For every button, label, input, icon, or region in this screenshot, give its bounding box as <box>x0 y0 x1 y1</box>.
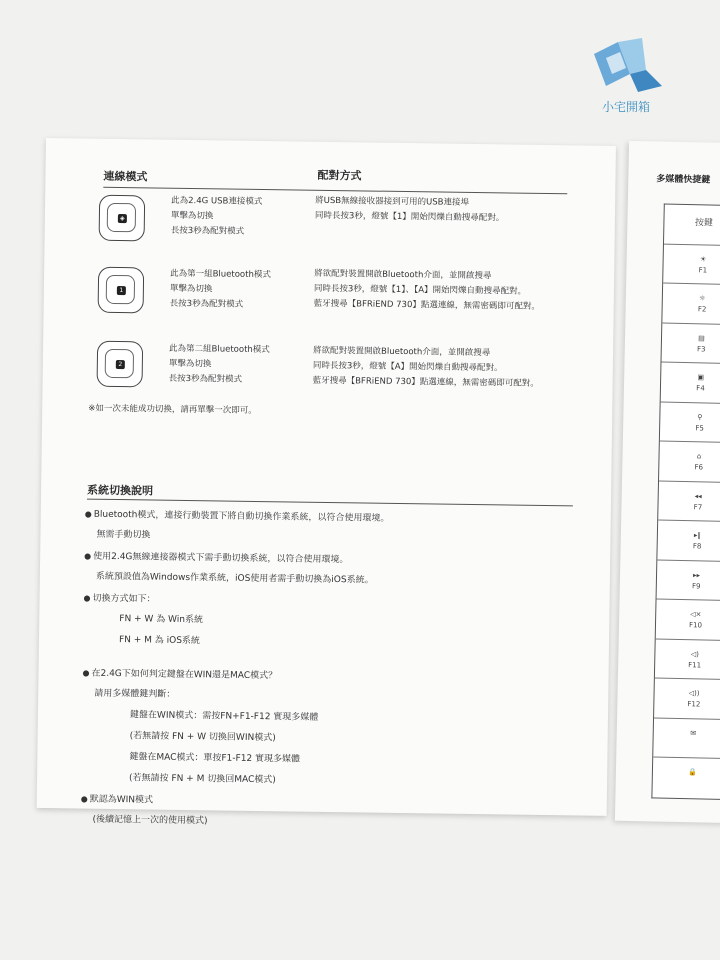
pair-step: 將欲配對裝置開啟Bluetooth介面，並開啟搜尋 <box>314 268 492 282</box>
divider <box>87 499 573 507</box>
logo <box>586 34 666 124</box>
system-line: ● 在2.4G下如何判定鍵盤在WIN還是MAC模式？ <box>82 666 277 685</box>
mode-desc: 此為第二組Bluetooth模式 <box>168 343 270 356</box>
table-row <box>657 521 720 562</box>
media-key-icon: ▤ <box>698 333 705 342</box>
system-line: FN + M 為 iOS系統 <box>118 635 201 647</box>
mode-desc: 單擊為切換 <box>170 210 214 222</box>
table-row <box>658 481 720 522</box>
media-key-icon: ▸▸ <box>692 570 701 579</box>
heading-connection-mode: 連線模式 <box>103 169 148 184</box>
function-key-label: F3 <box>696 344 706 353</box>
pair-step: 將USB無線接收器接到可用的USB連接埠 <box>315 195 470 208</box>
mode-desc: 此為2.4G USB連接模式 <box>171 195 263 208</box>
mode-desc: 長按3秒為配對模式 <box>170 225 245 237</box>
media-key-icon: ✉ <box>690 728 697 737</box>
system-line: ● 切換方式如下： <box>83 591 155 608</box>
table-header: 按鍵 <box>664 205 720 246</box>
mode-desc: 長按3秒為配對模式 <box>168 373 243 385</box>
table-row <box>662 284 720 325</box>
function-key-label: F10 <box>688 621 703 630</box>
bt2-glyph: 2 <box>116 360 125 369</box>
table-row <box>653 718 720 759</box>
system-line: (若無請按 FN + W 切換回WIN模式) <box>129 731 276 744</box>
table-row <box>659 442 720 483</box>
pair-step: 同時長按3秒，燈號【A】開始閃爍自動搜尋配對。 <box>312 360 503 374</box>
media-key-icon: ◁) <box>690 649 700 658</box>
table-row <box>663 244 720 285</box>
table-row <box>656 599 720 640</box>
system-line: 無需手動切換 <box>96 529 151 541</box>
function-key-label: F1 <box>698 265 708 274</box>
footnote: ※如一次未能成功切換，請再單擊一次即可。 <box>88 403 257 416</box>
system-line: ● 默認為WIN模式 <box>81 792 153 809</box>
media-key-icon: 🔒 <box>687 768 697 777</box>
system-line: 鍵盤在WIN模式：需按FN+F1-F12 實現多媒體 <box>129 710 319 723</box>
pair-step: 將欲配對裝置開啟Bluetooth介面，並開啟搜尋 <box>312 345 491 359</box>
usb-glyph: ◈ <box>118 214 127 223</box>
mode-desc: 單擊為切換 <box>168 358 212 370</box>
media-key-icon: ◁× <box>690 610 702 619</box>
logo-mark-icon <box>586 34 666 98</box>
function-key-label: F5 <box>695 423 704 432</box>
media-key-icon: ◂◂ <box>694 491 702 500</box>
function-key-label: F8 <box>692 542 702 551</box>
heading-system-switch: 系統切換說明 <box>86 483 154 498</box>
table-row <box>660 402 720 443</box>
manual-page <box>37 138 616 827</box>
table-row <box>661 363 720 404</box>
table-row <box>652 757 720 798</box>
media-key-icon: ☼ <box>699 294 706 303</box>
pair-step: 同時長按3秒，燈號【1】、【A】開始閃爍自動搜尋配對。 <box>313 283 527 297</box>
right-page-title: 多媒體快捷鍵 <box>656 174 711 186</box>
media-key-icon: ⚲ <box>697 412 703 421</box>
function-key-label: F7 <box>693 502 703 511</box>
media-key-icon: ⌂ <box>696 452 702 461</box>
mode-desc: 單擊為切換 <box>169 283 213 295</box>
system-line: ● 使用2.4G無線連接器模式下需手動切換系統，以符合使用環境。 <box>84 549 348 569</box>
media-key-icon: ◁)) <box>688 689 700 698</box>
system-line: 請用多媒體鍵判斷： <box>94 688 176 700</box>
function-key-label: F2 <box>697 305 707 314</box>
media-key-icon: ▸‖ <box>693 531 701 540</box>
pair-step: 藍牙搜尋【BFRiEND 730】點選連線，無需密碼即可配對。 <box>312 375 539 389</box>
pair-step: 藍牙搜尋【BFRiEND 730】點選連線，無需密碼即可配對。 <box>313 298 540 312</box>
table-row <box>661 323 720 364</box>
system-line: 系統預設值為Windows作業系統，iOS使用者需手動切換為iOS系統。 <box>95 571 374 586</box>
function-key-label: F6 <box>694 463 704 472</box>
usb-mode-button-icon <box>99 195 146 242</box>
function-key-label: F12 <box>687 700 701 709</box>
mode-desc: 此為第一組Bluetooth模式 <box>170 268 271 281</box>
function-key-label: F4 <box>696 384 705 393</box>
logo-text: 小宅開箱 <box>601 100 650 114</box>
media-key-icon: ▣ <box>697 373 705 382</box>
table-row <box>657 560 720 601</box>
shortcut-table <box>651 204 720 800</box>
table-row <box>654 678 720 719</box>
system-line: 鍵盤在MAC模式：單按F1-F12 實現多媒體 <box>129 752 301 765</box>
system-line: (後續記憶上一次的使用模式) <box>92 814 208 827</box>
bluetooth-2-button-icon <box>97 341 144 388</box>
system-line: (若無請按 FN + M 切換回MAC模式) <box>128 773 276 786</box>
right-page <box>615 141 720 823</box>
function-key-label: F9 <box>691 581 701 590</box>
table-row <box>655 639 720 680</box>
heading-pairing-method: 配對方式 <box>317 168 362 183</box>
pair-step: 同時長按3秒，燈號【1】開始閃爍自動搜尋配對。 <box>314 210 505 224</box>
system-line: FN + W 為 Win系統 <box>119 614 204 626</box>
bt1-glyph: 1 <box>117 286 126 295</box>
mode-desc: 長按3秒為配對模式 <box>169 298 244 310</box>
function-key-label: F11 <box>688 660 702 669</box>
system-line: ● Bluetooth模式，連接行動裝置下將自動切換作業系統，以符合使用環境。 <box>85 507 390 527</box>
bluetooth-1-button-icon <box>98 267 145 314</box>
media-key-icon: ☀ <box>699 254 707 263</box>
